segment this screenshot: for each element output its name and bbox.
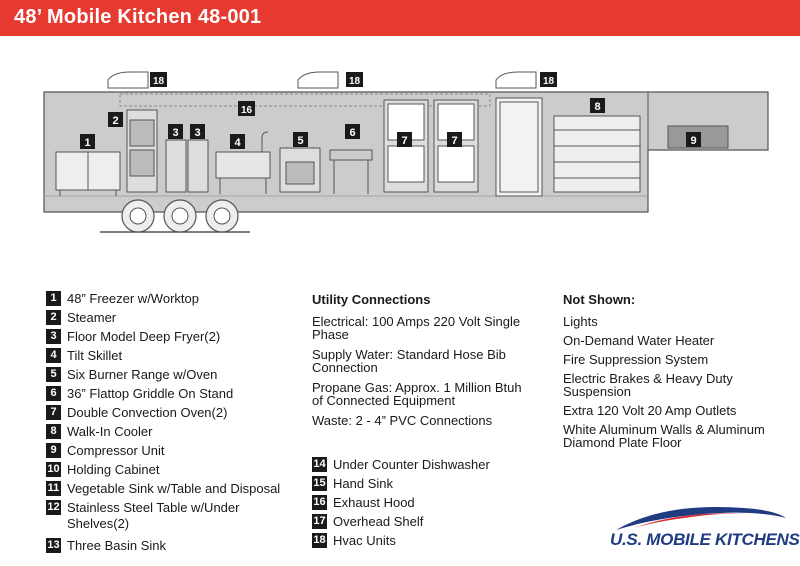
hvac-unit [298, 72, 338, 88]
utility-item: Waste: 2 - 4” PVC Connections [312, 413, 493, 428]
not-shown-title: Not Shown: [563, 292, 636, 307]
legend-number: 4 [46, 348, 61, 363]
hvac-unit [496, 72, 536, 88]
legend-item [46, 327, 296, 346]
legend-number: 9 [46, 443, 61, 458]
legend-number: 12 [47, 501, 60, 513]
not-shown-item: Lights [563, 314, 598, 329]
callout-2 [108, 112, 123, 127]
legend-label: Floor Model Deep Fryer(2) [67, 329, 221, 344]
brand-logo [604, 498, 800, 556]
svg-text:5: 5 [297, 135, 304, 147]
legend-label: Stainless Steel Table w/Under Shelves(2) [67, 500, 240, 531]
not-shown-item: Electric Brakes & Heavy Duty Suspension [563, 371, 733, 399]
legend-number: 7 [46, 405, 61, 420]
svg-text:3: 3 [172, 127, 179, 139]
freezer-worktop [56, 152, 120, 196]
legend-item [312, 474, 552, 493]
legend-item [46, 460, 296, 479]
svg-text:3: 3 [194, 127, 201, 139]
not-shown-item: Fire Suppression System [563, 352, 709, 367]
legend-number: 3 [46, 329, 61, 344]
legend-number: 2 [46, 310, 61, 325]
svg-text:1: 1 [84, 137, 91, 149]
legend-number: 11 [47, 482, 60, 494]
trailer-diagram [0, 36, 800, 246]
svg-text:2: 2 [112, 115, 119, 127]
callout-18 [150, 72, 167, 87]
legend-label: Hvac Units [333, 533, 396, 548]
legend-item [46, 498, 296, 536]
legend-label: Walk-In Cooler [67, 424, 153, 439]
callout-18b [346, 72, 363, 87]
legend-label: Vegetable Sink w/Table and Disposal [67, 481, 281, 496]
logo-swoosh-icon [604, 498, 794, 532]
utility-item: Propane Gas: Approx. 1 Million Btuh of Connected Equipment [312, 380, 522, 408]
legend-label: Steamer [67, 310, 117, 325]
legend-number: 1 [46, 291, 61, 306]
legend-item [46, 479, 296, 498]
callout-9 [686, 132, 701, 147]
legend-number: 14 [313, 458, 326, 470]
legend-number: 16 [313, 496, 326, 508]
utility-title: Utility Connections [312, 292, 431, 307]
legend-number: 17 [313, 515, 326, 527]
utility-item: Supply Water: Standard Hose Bib Connection [312, 347, 506, 375]
legend-number: 8 [46, 424, 61, 439]
svg-text:18: 18 [542, 76, 555, 87]
legend-label: 48” Freezer w/Worktop [67, 291, 199, 306]
callout-4 [230, 134, 245, 149]
legend-item [46, 365, 296, 384]
legend-item [46, 289, 296, 308]
legend-item [46, 441, 296, 460]
legend-item [46, 403, 296, 422]
legend-mid [312, 455, 552, 550]
legend-label: Three Basin Sink [67, 538, 166, 553]
steamer [127, 110, 157, 192]
callout-5 [293, 132, 308, 147]
legend-number: 15 [313, 477, 326, 489]
legend-number: 13 [47, 539, 60, 551]
callout-1 [80, 134, 95, 149]
logo-text: U.S. MOBILE KITCHENS [610, 530, 800, 549]
callout-16 [238, 101, 255, 116]
svg-text:8: 8 [594, 101, 601, 113]
legend-item [46, 308, 296, 327]
walk-in-cooler-shelving [554, 116, 640, 192]
legend-label: Double Convection Oven(2) [67, 405, 228, 420]
svg-text:7: 7 [451, 135, 458, 147]
not-shown-list [563, 290, 783, 455]
legend-number: 10 [47, 463, 60, 475]
utility-connections [312, 290, 522, 434]
svg-text:16: 16 [240, 105, 253, 116]
callout-8 [590, 98, 605, 113]
legend-number: 18 [313, 534, 326, 546]
legend-item [46, 422, 296, 441]
legend-number: 6 [46, 386, 61, 401]
legend-item [312, 531, 552, 550]
callout-18c [540, 72, 557, 87]
callout-3 [168, 124, 183, 139]
callout-6 [345, 124, 360, 139]
legend-item [312, 512, 552, 531]
walk-in-cooler-door [496, 98, 542, 196]
callout-7 [397, 132, 412, 147]
legend-item [312, 493, 552, 512]
legend-label: Hand Sink [333, 476, 393, 491]
svg-text:9: 9 [690, 135, 697, 147]
legend-label: Holding Cabinet [67, 462, 160, 477]
legend-label: Six Burner Range w/Oven [67, 367, 218, 382]
callout-7b [447, 132, 462, 147]
legend-label: 36” Flattop Griddle On Stand [67, 386, 234, 401]
utility-item: Electrical: 100 Amps 220 Volt Single Phase [312, 314, 521, 342]
page-title: 48’ Mobile Kitchen 48-001 [14, 6, 262, 28]
svg-text:18: 18 [152, 76, 165, 87]
six-burner-range [280, 148, 320, 192]
legend-label: Exhaust Hood [333, 495, 415, 510]
legend-number: 5 [46, 367, 61, 382]
not-shown-item: White Aluminum Walls & Aluminum Diamond Plate Floor [563, 422, 765, 450]
legend-item [312, 455, 552, 474]
not-shown-item: On-Demand Water Heater [563, 333, 715, 348]
legend-left [46, 289, 296, 555]
callout-3b [190, 124, 205, 139]
svg-text:7: 7 [401, 135, 408, 147]
legend-label: Overhead Shelf [333, 514, 424, 529]
not-shown-item: Extra 120 Volt 20 Amp Outlets [563, 403, 737, 418]
legend-label: Tilt Skillet [67, 348, 123, 363]
title-bar [0, 0, 800, 36]
svg-text:6: 6 [349, 127, 356, 139]
svg-text:18: 18 [348, 76, 361, 87]
legend-label: Compressor Unit [67, 443, 165, 458]
legend-label: Under Counter Dishwasher [333, 457, 490, 472]
legend-item [46, 384, 296, 403]
legend-item [46, 346, 296, 365]
legend-item [46, 536, 296, 555]
hvac-unit [108, 72, 148, 88]
svg-text:4: 4 [234, 137, 241, 149]
